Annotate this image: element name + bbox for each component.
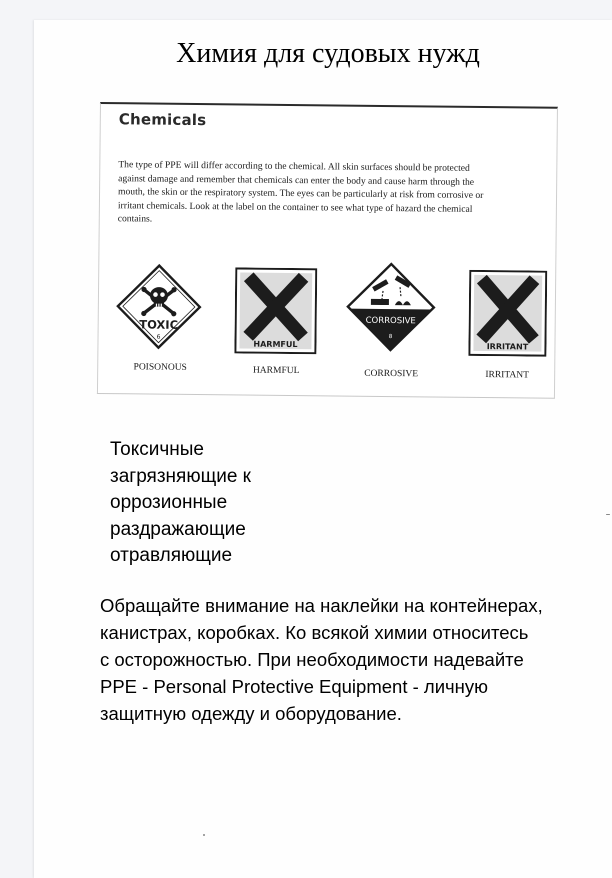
note-line: защитную одежду и оборудование.	[100, 703, 402, 724]
page-title: Химия для судовых нужд	[176, 38, 480, 69]
excerpt-line: mouth, the skin or the respiratory system. The eyes can be particularly at risk from corrosive or	[118, 186, 484, 202]
symbol-caption-poisonous: POISONOUS	[133, 362, 187, 373]
list-item: Токсичные	[110, 439, 204, 460]
note-line: PPE - Personal Protective Equipment - личную	[100, 676, 489, 697]
svg-text:TOXIC: TOXIC	[139, 317, 179, 332]
list-item: отравляющие	[110, 545, 233, 566]
svg-text:6: 6	[156, 333, 161, 341]
excerpt-line: contains.	[117, 213, 153, 225]
saltire-x-icon	[234, 267, 317, 354]
list-item: загрязняющие к	[110, 465, 251, 487]
svg-text:8: 8	[388, 334, 393, 341]
skull-and-crossbones-icon	[114, 262, 203, 351]
note-line: с осторожностью. При необходимости надевайте	[100, 649, 524, 670]
list-item: оррозионные	[110, 492, 228, 513]
excerpt-line: against damage and remember that chemicals can enter the body and cause harm through the	[118, 172, 475, 188]
safety-note	[100, 592, 612, 727]
svg-text:CORROSIVE: CORROSIVE	[365, 315, 416, 327]
corrosive-icon	[344, 261, 437, 354]
note-line: канистрах, коробках. Ко всякой химии относитесь	[100, 622, 529, 643]
harmful-symbol	[234, 267, 317, 354]
excerpt-body	[118, 158, 559, 231]
symbol-caption-corrosive: CORROSIVE	[364, 368, 419, 380]
svg-text:IRRITANT: IRRITANT	[486, 342, 529, 352]
symbol-caption-irritant: IRRITANT	[485, 370, 529, 381]
chemicals-excerpt	[97, 102, 558, 399]
symbol-caption-harmful: HARMFUL	[252, 365, 300, 377]
note-line: Обращайте внимание на наклейки на контейнерах,	[100, 595, 543, 616]
list-item: раздражающие	[110, 518, 246, 540]
excerpt-line: irritant chemicals. Look at the label on the container to see what type of hazard the chemical	[117, 199, 473, 215]
irritant-symbol	[468, 270, 547, 357]
excerpt-line: The type of PPE will differ according to the chemical. All skin surfaces should be protected	[118, 159, 470, 174]
excerpt-heading: Chemicals	[118, 110, 207, 130]
toxic-symbol	[114, 262, 203, 351]
svg-text:HARMFUL: HARMFUL	[253, 339, 298, 350]
scan-speck	[203, 834, 205, 836]
corrosive-symbol	[344, 261, 437, 354]
hazard-list	[110, 437, 251, 570]
scan-speck	[606, 514, 610, 515]
saltire-x-icon	[468, 270, 547, 357]
